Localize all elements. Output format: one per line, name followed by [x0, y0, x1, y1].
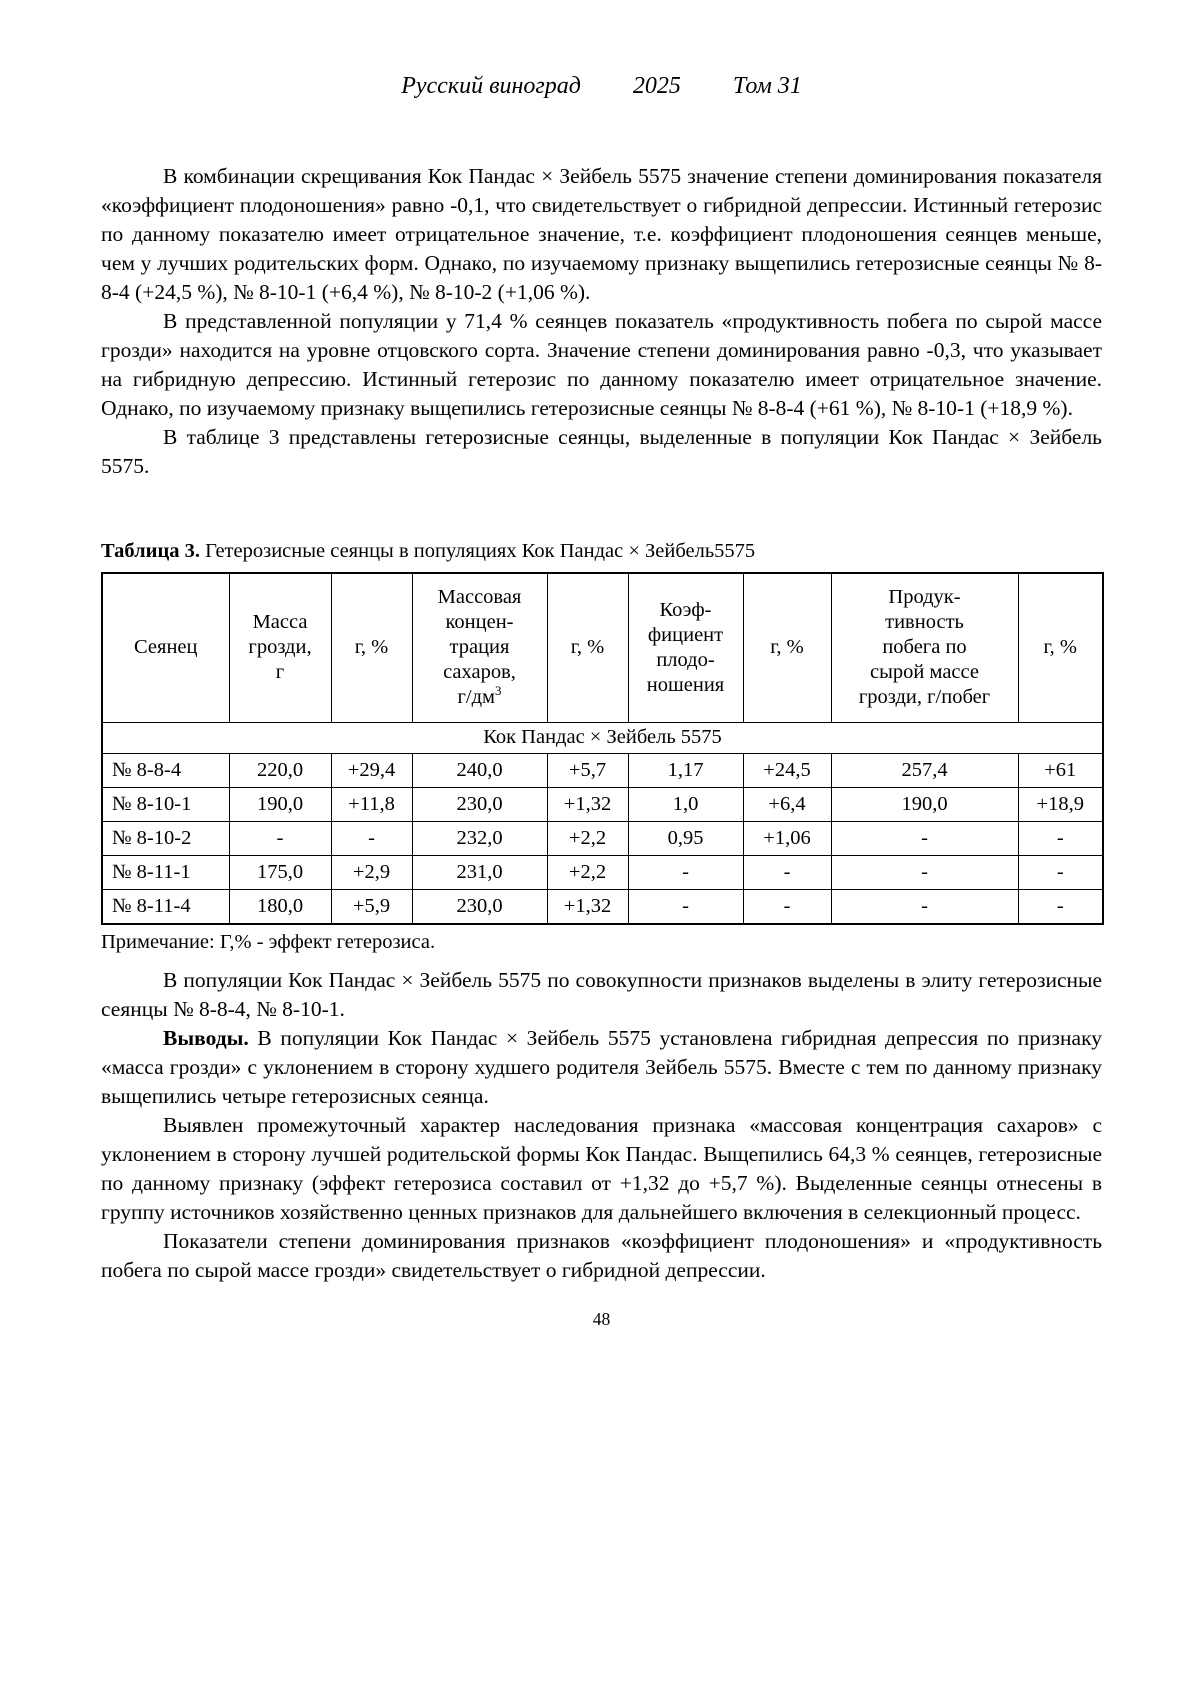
heterosis-seedlings-table: [101, 572, 1104, 925]
col-header-bunch-mass: Масса грозди, г: [229, 573, 331, 722]
col-header-heterosis-3: г, %: [743, 573, 831, 722]
cell-heterosis-1: +29,4: [331, 753, 412, 787]
col-header-sugar: Массовая концен- трация сахаров, $г/дм^3$: [412, 573, 547, 722]
cell-seedling: № 8-11-4: [102, 889, 229, 924]
col-header-productivity: Продук- тивность побега по сырой массе грозди, г/побег: [831, 573, 1018, 722]
paragraph-dominance-indicators: Показатели степени доминирования признаков «коэффициент плодоношения» и «продуктивность побега по сырой массе грозди» свидетельствует о гибридной депрессии.: [101, 1228, 1102, 1282]
table-group-row: [102, 722, 1103, 753]
cell-heterosis-2: +1,32: [547, 787, 628, 821]
page-content: [101, 0, 1102, 1330]
cell-seedling: № 8-10-1: [102, 787, 229, 821]
cell-fruiting-coef: -: [628, 889, 743, 924]
conclusions-text: В популяции Кок Пандас × Зейбель 5575 установлена гибридная депрессия по признаку «масса грозди» с уклонением в сторону худшего родителя Зейбель 5575. Вместе с тем по данному признаку выщепились четыре гетерозисных сеянца.: [101, 1025, 1102, 1108]
paragraph-conclusions: [101, 1024, 1102, 1111]
cell-bunch-mass: 175,0: [229, 855, 331, 889]
cell-heterosis-3: +6,4: [743, 787, 831, 821]
cell-productivity: -: [831, 821, 1018, 855]
cell-sugar: 230,0: [412, 787, 547, 821]
col-header-seedling: Сеянец: [102, 573, 229, 722]
paragraph-elite-selection: В популяции Кок Пандас × Зейбель 5575 по совокупности признаков выделены в элиту гетерозисные сеянцы № 8-8-4, № 8-10-1.: [101, 967, 1102, 1021]
cell-heterosis-4: -: [1018, 855, 1103, 889]
cell-productivity: -: [831, 889, 1018, 924]
cell-seedling: № 8-8-4: [102, 753, 229, 787]
table-caption-text: Гетерозисные сеянцы в популяциях Кок Пандас × Зейбель5575: [200, 540, 756, 562]
cell-fruiting-coef: 1,17: [628, 753, 743, 787]
cell-sugar: 232,0: [412, 821, 547, 855]
col-header-fruiting-coef: Коэф- фициент плодо- ношения: [628, 573, 743, 722]
cell-heterosis-2: +2,2: [547, 855, 628, 889]
sugar-unit-superscript: 3: [495, 683, 502, 699]
table-row: [102, 787, 1103, 821]
cell-heterosis-1: +5,9: [331, 889, 412, 924]
table-row: [102, 753, 1103, 787]
paragraph-combination: В комбинации скрещивания Кок Пандас × Зейбель 5575 значение степени доминирования показателя «коэффициент плодоношения» равно -0,1, что свидетельствует о гибридной депрессии. Истинный гетерозис по данному показателю имеет отрицательное значение, т.е. коэффициент плодоношения сеянцев меньше, чем у лучших родительских форм. Однако, по изучаемому признаку выщепились гетерозисные сеянцы № 8-8-4 (+24,5 %), № 8-10-1 (+6,4 %), № 8-10-2 (+1,06 %).: [101, 164, 1102, 304]
cell-productivity: 257,4: [831, 753, 1018, 787]
cell-productivity: -: [831, 855, 1018, 889]
cell-heterosis-4: -: [1018, 889, 1103, 924]
col-header-heterosis-2: г, %: [547, 573, 628, 722]
cell-heterosis-4: +18,9: [1018, 787, 1103, 821]
conclusions-lead: Выводы.: [163, 1025, 249, 1050]
cell-heterosis-2: +5,7: [547, 753, 628, 787]
table-caption: [101, 537, 1102, 566]
cell-heterosis-4: -: [1018, 821, 1103, 855]
cell-sugar: 231,0: [412, 855, 547, 889]
page-number: 48: [592, 1308, 611, 1329]
cell-sugar: 230,0: [412, 889, 547, 924]
journal-header: [101, 0, 1102, 100]
article-body-after-table: [101, 966, 1102, 1285]
cell-heterosis-1: +11,8: [331, 787, 412, 821]
article-body: [101, 162, 1102, 481]
table-row: [102, 855, 1103, 889]
table-note: Примечание: Г,% - эффект гетерозиса.: [101, 930, 436, 953]
cell-fruiting-coef: 0,95: [628, 821, 743, 855]
paragraph-sugar-inheritance: Выявлен промежуточный характер наследования признака «массовая концентрация сахаров» с уклонением в сторону лучшей родительской формы Кок Пандас. Выщепились 64,3 % сеянцев, гетерозисные по данному признаку (эффект гетерозиса составил от +1,32 до +5,7 %). Выделенные сеянцы отнесены в группу источников хозяйственно ценных признаков для дальнейшего включения в селекционный процесс.: [101, 1112, 1102, 1224]
table-header-row: [102, 573, 1103, 722]
paragraph-table-intro: В таблице 3 представлены гетерозисные сеянцы, выделенные в популяции Кок Пандас × Зейбель 5575.: [101, 425, 1102, 478]
cell-heterosis-2: +2,2: [547, 821, 628, 855]
table-row: [102, 889, 1103, 924]
cell-bunch-mass: 220,0: [229, 753, 331, 787]
cell-seedling: № 8-10-2: [102, 821, 229, 855]
col-header-heterosis-1: г, %: [331, 573, 412, 722]
cell-fruiting-coef: -: [628, 855, 743, 889]
cell-productivity: 190,0: [831, 787, 1018, 821]
cell-bunch-mass: 190,0: [229, 787, 331, 821]
cell-heterosis-3: -: [743, 855, 831, 889]
cell-heterosis-1: +2,9: [331, 855, 412, 889]
journal-title: Русский виноград: [401, 73, 581, 99]
cell-heterosis-3: -: [743, 889, 831, 924]
journal-year: 2025: [632, 73, 681, 99]
cell-bunch-mass: 180,0: [229, 889, 331, 924]
cell-heterosis-3: +1,06: [743, 821, 831, 855]
cell-heterosis-2: +1,32: [547, 889, 628, 924]
cell-fruiting-coef: 1,0: [628, 787, 743, 821]
journal-volume: Том 31: [732, 73, 802, 99]
group-row-label: Кок Пандас × Зейбель 5575: [102, 722, 1103, 753]
cell-heterosis-3: +24,5: [743, 753, 831, 787]
cell-heterosis-1: -: [331, 821, 412, 855]
cell-seedling: № 8-11-1: [102, 855, 229, 889]
table-caption-label: Таблица 3.: [101, 540, 201, 562]
cell-heterosis-4: +61: [1018, 753, 1103, 787]
cell-sugar: 240,0: [412, 753, 547, 787]
cell-bunch-mass: -: [229, 821, 331, 855]
col-header-heterosis-4: г, %: [1018, 573, 1103, 722]
paragraph-population: В представленной популяции у 71,4 % сеянцев показатель «продуктивность побега по сырой массе грозди» находится на уровне отцовского сорта. Значение степени доминирования равно -0,3, что указывает на гибридную депрессию. Истинный гетерозис по данному показателю имеет отрицательное значение. Однако, по изучаемому признаку выщепились гетерозисные сеянцы № 8-8-4 (+61 %), № 8-10-1 (+18,9 %).: [101, 309, 1102, 420]
table-row: [102, 821, 1103, 855]
